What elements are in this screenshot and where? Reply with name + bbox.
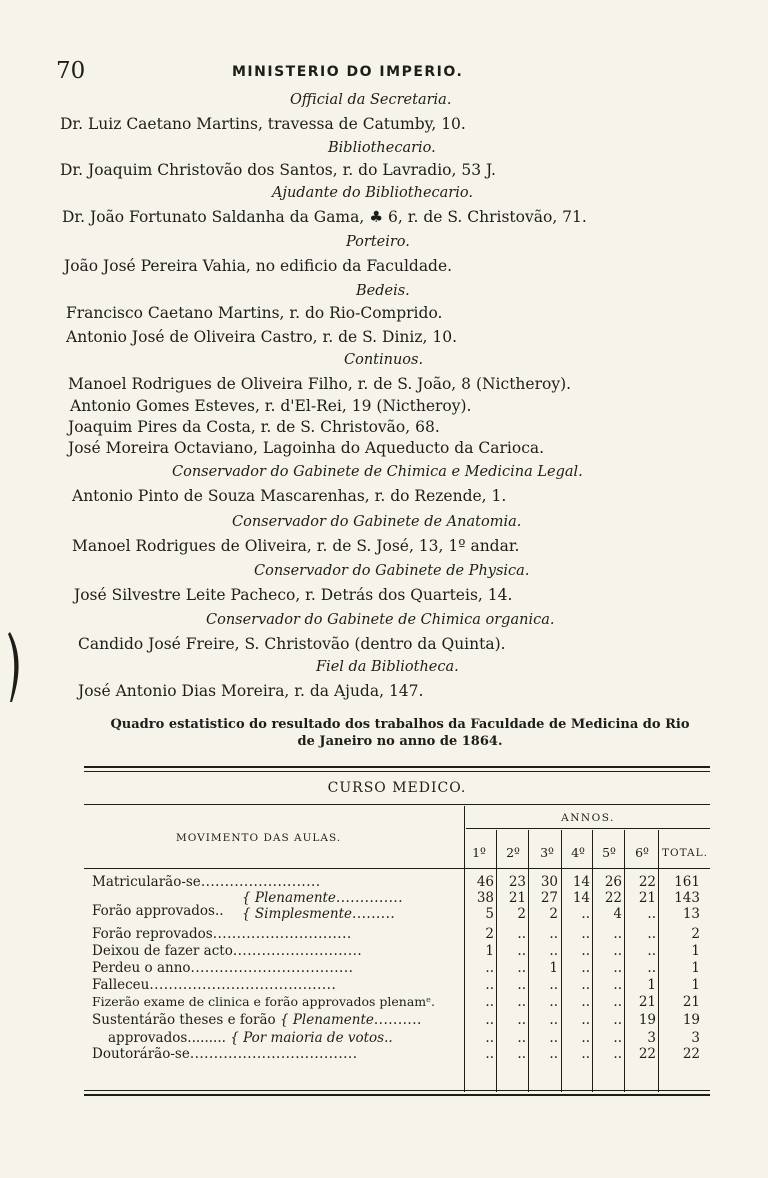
- staff-entry: Manoel Rodrigues de Oliveira, r. de S. José, 13, 1º andar.: [72, 537, 520, 555]
- staff-title: Continuos.: [344, 352, 424, 368]
- cell: ..: [613, 943, 622, 959]
- cell: ..: [647, 943, 656, 959]
- row-label: Perdeu o anno: [92, 960, 191, 976]
- cell: ..: [613, 977, 622, 993]
- row-sublabel: Simplesmente: [254, 906, 353, 922]
- cell: ..: [581, 960, 590, 976]
- cell-total: 1: [691, 977, 700, 993]
- table-caption-line2: de Janeiro no anno de 1864.: [297, 734, 503, 749]
- table-row: Forão reprovados............................. 2 .. .. .. .. .. 2: [92, 926, 700, 942]
- cell: ..: [647, 906, 656, 922]
- staff-entry: Dr. Luiz Caetano Martins, travessa de Catumby, 10.: [60, 115, 466, 133]
- table-row: Matricularão-se......................... 46 23 30 14 26 22 161: [92, 874, 700, 890]
- cell: ..: [485, 1030, 494, 1046]
- cell: ..: [517, 1046, 526, 1062]
- cell: ..: [485, 994, 494, 1010]
- cell: 5: [485, 906, 494, 922]
- cell: 14: [572, 874, 590, 890]
- cell: 38: [476, 890, 494, 906]
- staff-entry: José Antonio Dias Moreira, r. da Ajuda, 147.: [78, 682, 424, 700]
- cell: 2: [517, 906, 526, 922]
- staff-title: Fiel da Bibliotheca.: [316, 659, 459, 675]
- cell-total: 13: [682, 906, 700, 922]
- cell: ..: [613, 926, 622, 942]
- table-row: approvados......... { Por maioria de votos.. .. .. .. .. .. 3 3: [108, 1030, 700, 1046]
- col-header-total: TOTAL.: [662, 847, 708, 859]
- staff-entry: João José Pereira Vahia, no edificio da Faculdade.: [64, 257, 453, 275]
- staff-entry: José Silvestre Leite Pacheco, r. Detrás dos Quarteis, 14.: [74, 586, 513, 604]
- cell-total: 1: [691, 943, 700, 959]
- cell: ..: [647, 960, 656, 976]
- row-label: Matricularão-se: [92, 874, 201, 890]
- staff-title: Conservador do Gabinete de Physica.: [254, 563, 530, 579]
- cell: ..: [485, 960, 494, 976]
- page-number: 70: [56, 58, 86, 84]
- row-sublabel: Plenamente: [292, 1012, 374, 1028]
- cell: 14: [572, 890, 590, 906]
- annos-group-header: ANNOS.: [561, 812, 615, 824]
- cell: ..: [549, 1030, 558, 1046]
- row-label: Deixou de fazer acto: [92, 943, 233, 959]
- table-row: Falleceu....................................... .. .. .. .. .. 1 1: [92, 977, 700, 993]
- staff-title: Bibliothecario.: [328, 140, 436, 156]
- row-sublabel: Por maioria de votos..: [243, 1030, 393, 1046]
- staff-entry: Joaquim Pires da Costa, r. de S. Christovão, 68.: [68, 418, 440, 436]
- row-label: Forão approvados..: [92, 903, 224, 919]
- col-header-6: 6º: [635, 845, 649, 860]
- table-row: Doutorárão-se................................... .. .. .. .. .. 22 22: [92, 1046, 700, 1062]
- cell: 27: [540, 890, 558, 906]
- cell: 1: [485, 943, 494, 959]
- cell: ..: [581, 1046, 590, 1062]
- cell: 2: [549, 906, 558, 922]
- col-header-2: 2º: [506, 845, 520, 860]
- staff-entry: Antonio Pinto de Souza Mascarenhas, r. do Rezende, 1.: [72, 487, 507, 505]
- table-bottom-rule: [84, 1094, 710, 1096]
- row-label: Fizerão exame de clinica e forão approvados plenamᵉ.: [92, 994, 435, 1009]
- cell: ..: [549, 926, 558, 942]
- col-header-5: 5º: [602, 845, 616, 860]
- cell: 3: [647, 1030, 656, 1046]
- staff-entry: Dr. João Fortunato Saldanha da Gama, ♣ 6, r. de S. Christovão, 71.: [62, 208, 587, 226]
- cell: 2: [485, 926, 494, 942]
- header-bottom-rule: [84, 868, 710, 869]
- cell: ..: [549, 994, 558, 1010]
- section-title: CURSO MEDICO.: [327, 780, 467, 796]
- cell: ..: [485, 1046, 494, 1062]
- row-label: Doutorárão-se: [92, 1046, 190, 1062]
- staff-entry: Manoel Rodrigues de Oliveira Filho, r. de S. João, 8 (Nictheroy).: [68, 375, 572, 393]
- cell: 1: [549, 960, 558, 976]
- cell: ..: [549, 1046, 558, 1062]
- table-row: { Plenamente.............. 38 21 27 14 22 21 143: [242, 890, 700, 906]
- table-top-rule: [84, 766, 710, 768]
- cell-total: 161: [674, 874, 700, 890]
- cell: 1: [647, 977, 656, 993]
- staff-title: Ajudante do Bibliothecario.: [272, 185, 473, 201]
- row-label: Forão reprovados: [92, 926, 213, 942]
- cell-total: 3: [691, 1030, 700, 1046]
- staff-title: Porteiro.: [346, 234, 410, 250]
- row-header: MOVIMENTO DAS AULAS.: [176, 832, 342, 844]
- staff-title: Conservador do Gabinete de Chimica organica.: [206, 612, 555, 628]
- cell: 22: [604, 890, 622, 906]
- staff-title: Official da Secretaria.: [290, 92, 452, 108]
- col-header-1: 1º: [472, 845, 486, 860]
- cell: ..: [581, 994, 590, 1010]
- cell: ..: [581, 977, 590, 993]
- cell: ..: [647, 926, 656, 942]
- cell: 22: [638, 874, 656, 890]
- cell: 23: [508, 874, 526, 890]
- table-top-rule-thin: [84, 771, 710, 772]
- table-row: { Simplesmente......... 5 2 2 .. 4 .. 13: [242, 906, 700, 922]
- row-label: Falleceu: [92, 977, 150, 993]
- cell: ..: [613, 960, 622, 976]
- col-header-4: 4º: [571, 845, 585, 860]
- cell: ..: [517, 960, 526, 976]
- section-rule: [84, 804, 710, 805]
- cell: 21: [638, 890, 656, 906]
- cell-total: 1: [691, 960, 700, 976]
- binding-mark: [8, 632, 22, 702]
- staff-title: Bedeis.: [356, 283, 410, 299]
- cell: ..: [613, 1046, 622, 1062]
- cell: ..: [613, 1012, 622, 1028]
- cell: 4: [613, 906, 622, 922]
- cell: 46: [476, 874, 494, 890]
- cell: 30: [540, 874, 558, 890]
- staff-entry: Candido José Freire, S. Christovão (dentro da Quinta).: [78, 635, 506, 653]
- table-row: Deixou de fazer acto........................... 1 .. .. .. .. .. 1: [92, 943, 700, 959]
- table-bottom-rule-thin: [84, 1090, 710, 1091]
- cell: ..: [581, 1030, 590, 1046]
- row-label: approvados.........: [108, 1030, 226, 1046]
- cell-total: 2: [691, 926, 700, 942]
- cell: 22: [638, 1046, 656, 1062]
- cell-total: 19: [682, 1012, 700, 1028]
- cell: ..: [485, 1012, 494, 1028]
- cell: 21: [638, 994, 656, 1010]
- cell: ..: [581, 1012, 590, 1028]
- row-sublabel: Plenamente: [254, 890, 336, 906]
- cell: ..: [517, 1030, 526, 1046]
- staff-title: Conservador do Gabinete de Anatomia.: [232, 514, 522, 530]
- staff-entry: José Moreira Octaviano, Lagoinha do Aqueducto da Carioca.: [68, 439, 545, 457]
- cell: ..: [517, 926, 526, 942]
- cell: ..: [613, 994, 622, 1010]
- col-header-3: 3º: [540, 845, 554, 860]
- staff-entry: Antonio José de Oliveira Castro, r. de S. Diniz, 10.: [66, 328, 458, 346]
- cell: ..: [517, 943, 526, 959]
- cell: ..: [581, 906, 590, 922]
- cell: ..: [485, 977, 494, 993]
- annos-rule: [466, 828, 710, 829]
- row-label: Sustentárão theses e forão: [92, 1012, 276, 1028]
- cell: ..: [549, 943, 558, 959]
- table-row: Sustentárão theses e forão { Plenamente.......... .. .. .. .. .. 19 19: [92, 1012, 700, 1028]
- staff-title: Conservador do Gabinete de Chimica e Medicina Legal.: [172, 464, 583, 480]
- cell: 26: [604, 874, 622, 890]
- running-title: MINISTERIO DO IMPERIO.: [232, 64, 464, 80]
- cell: ..: [517, 977, 526, 993]
- cell-total: 22: [682, 1046, 700, 1062]
- staff-entry: Francisco Caetano Martins, r. do Rio-Comprido.: [66, 304, 443, 322]
- cell: ..: [517, 1012, 526, 1028]
- cell: ..: [549, 977, 558, 993]
- table-caption-line1: Quadro estatistico do resultado dos trabalhos da Faculdade de Medicina do Rio: [110, 717, 690, 732]
- cell: ..: [581, 926, 590, 942]
- cell-total: 143: [674, 890, 700, 906]
- staff-entry: Antonio Gomes Esteves, r. d'El-Rei, 19 (Nictheroy).: [70, 397, 472, 415]
- cell: ..: [581, 943, 590, 959]
- cell: 19: [638, 1012, 656, 1028]
- cell: ..: [613, 1030, 622, 1046]
- table-row: Perdeu o anno.................................. .. .. 1 .. .. .. 1: [92, 960, 700, 976]
- cell: ..: [549, 1012, 558, 1028]
- cell: 21: [508, 890, 526, 906]
- cell: ..: [517, 994, 526, 1010]
- cell-total: 21: [682, 994, 700, 1010]
- staff-entry: Dr. Joaquim Christovão dos Santos, r. do Lavradio, 53 J.: [60, 161, 496, 179]
- table-row: [0, 994, 768, 1008]
